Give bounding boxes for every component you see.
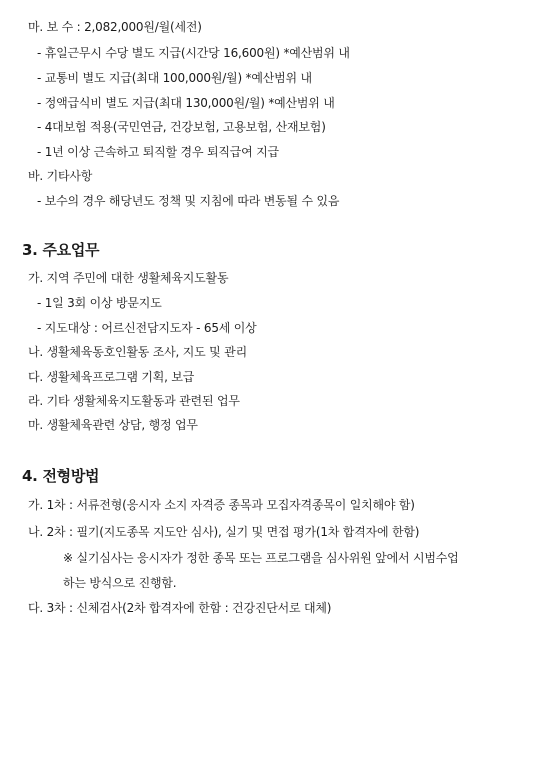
list-item: - 휴일근무시 수당 별도 지급(시간당 16,600원) *예산범위 내 [37, 46, 350, 60]
section-3-item-ma: 마. 생활체육관련 상담, 행정 업무 [28, 418, 198, 432]
other-title: 바. 기타사항 [28, 169, 93, 183]
list-item: - 보수의 경우 해당년도 정책 및 지침에 따라 변동될 수 있음 [37, 194, 340, 208]
list-item: - 교통비 별도 지급(최대 100,000원/월) *예산범위 내 [37, 71, 312, 85]
section-4-item-ga: 가. 1차 : 서류전형(응시자 소지 자격증 종목과 모집자격종목이 일치해야 함) [28, 498, 415, 512]
section-3-item-na: 나. 생활체육동호인활동 조사, 지도 및 관리 [28, 345, 247, 359]
section-3-heading: 3. 주요업무 [22, 241, 100, 259]
section-4-note-line-1: ※ 실기심사는 응시자가 정한 종목 또는 프로그램을 심사위원 앞에서 시범수업 [63, 551, 459, 565]
section-3-item-ra: 라. 기타 생활체육지도활동과 관련된 업무 [28, 394, 240, 408]
salary-title: 마. 보 수 : 2,082,000원/월(세전) [28, 20, 202, 34]
section-4-heading: 4. 전형방법 [22, 467, 100, 485]
list-item: - 지도대상 : 어르신전담지도자 - 65세 이상 [37, 321, 257, 335]
section-4-item-da: 다. 3차 : 신체검사(2차 합격자에 한함 : 건강진단서로 대체) [28, 601, 332, 615]
list-item: - 4대보험 적용(국민연금, 건강보험, 고용보험, 산재보험) [37, 120, 326, 134]
list-item: - 1일 3회 이상 방문지도 [37, 296, 162, 310]
section-3-item-ga: 가. 지역 주민에 대한 생활체육지도활동 [28, 271, 229, 285]
section-4-item-na: 나. 2차 : 필기(지도종목 지도안 심사), 실기 및 면접 평가(1차 합격자에 한함) [28, 525, 420, 539]
section-4-note-line-2: 하는 방식으로 진행함. [63, 576, 177, 590]
section-3-item-da: 다. 생활체육프로그램 기획, 보급 [28, 370, 195, 384]
list-item: - 정액급식비 별도 지급(최대 130,000원/월) *예산범위 내 [37, 96, 335, 110]
list-item: - 1년 이상 근속하고 퇴직할 경우 퇴직급여 지급 [37, 145, 279, 159]
